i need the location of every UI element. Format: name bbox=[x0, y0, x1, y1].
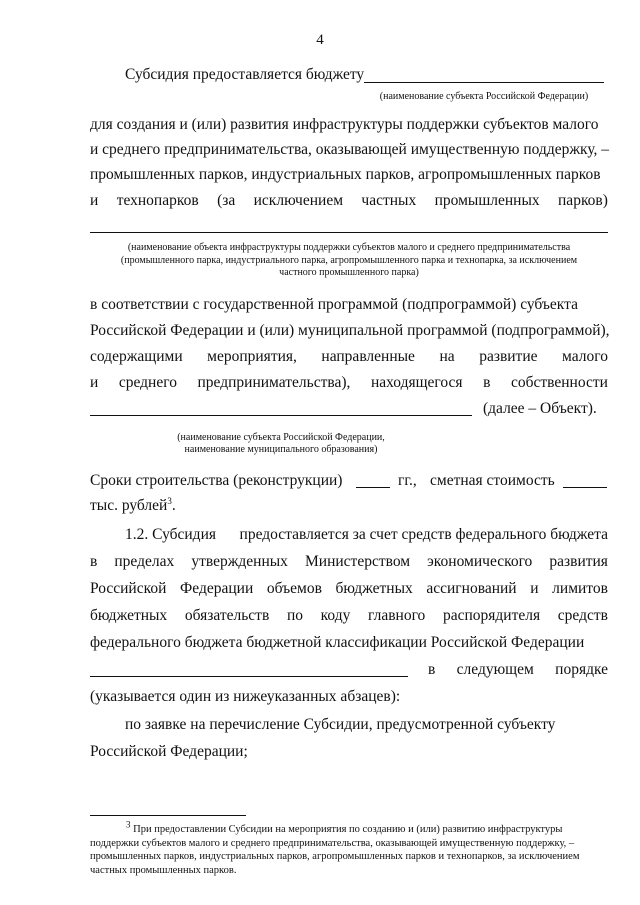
p5-line1: по заявке на перечисление Субсидии, предусмотренной субъекту bbox=[125, 716, 556, 733]
p2-tail: (далее – Объект). bbox=[483, 400, 597, 417]
footnote-separator bbox=[90, 815, 246, 816]
caption-object-line1: (наименование объекта инфраструктуры поддержки субъектов малого и среднего предпринимательства bbox=[127, 242, 571, 253]
caption-subject-name: (наименование субъекта Российской Федерации) bbox=[379, 91, 589, 102]
blank-years bbox=[356, 487, 390, 488]
blank-owner-name bbox=[90, 415, 472, 416]
subsidy-intro: Субсидия предоставляется бюджету bbox=[125, 66, 365, 83]
caption-owner-line2: наименование муниципального образования) bbox=[184, 444, 378, 455]
footnote-marker: 3 bbox=[126, 819, 131, 830]
p4-line1: 1.2. Субсидия предоставляется за счет средств федерального бюджета bbox=[125, 526, 608, 543]
p2-line3: содержащими мероприятия, направленные на развитие малого bbox=[90, 348, 608, 365]
caption-object-line3: частного промышленного парка) bbox=[279, 267, 419, 278]
blank-budget-code bbox=[90, 676, 408, 677]
p4-line5: федерального бюджета бюджетной классификации Российской Федерации bbox=[90, 634, 585, 651]
p1-line1: для создания и (или) развития инфраструктуры поддержки субъектов малого bbox=[90, 116, 599, 133]
p2-line1: в соответствии с государственной программой (подпрограммой) субъекта bbox=[90, 296, 578, 313]
footnote-line2: поддержки субъектов малого и среднего предпринимательства, оказывающей имущественную поддержку, – bbox=[90, 837, 575, 849]
p1-line2: и среднего предпринимательства, оказывающей имущественную поддержку, – bbox=[90, 141, 610, 158]
p1-line3: промышленных парков, индустриальных парков, агропромышленных парков bbox=[90, 166, 601, 183]
p4-line2: в пределах утвержденных Министерством экономического развития bbox=[90, 553, 608, 570]
p5-line2: Российской Федерации; bbox=[90, 743, 248, 760]
page-number: 4 bbox=[316, 32, 324, 48]
blank-object-name bbox=[90, 232, 608, 233]
p4-line6: в следующем порядке bbox=[428, 661, 608, 678]
caption-object-line2: (промышленного парка, индустриального парка, агропромышленного парка и технопарка, за исключением bbox=[120, 255, 578, 266]
footnote-reference[interactable]: 3 bbox=[167, 495, 172, 506]
caption-owner-line1: (наименование субъекта Российской Федерации, bbox=[177, 432, 385, 443]
p4-line4: бюджетных обязательств по коду главного распорядителя средств bbox=[90, 607, 608, 624]
p1-line4: и технопарков (за исключением частных промышленных парков) bbox=[90, 192, 608, 209]
blank-subject-name bbox=[364, 82, 604, 83]
footnote-line4: частных промышленных парков. bbox=[90, 864, 237, 876]
thousand-rubles: тыс. рублей$^3$. bbox=[90, 495, 176, 514]
p4-line7: (указывается один из нижеуказанных абзацев): bbox=[90, 688, 401, 705]
p2-line4: и среднего предпринимательства), находящегося в собственности bbox=[90, 374, 608, 391]
years-label: гг., bbox=[398, 472, 417, 489]
footnote-line1: $^3$ При предоставлении Субсидии на мероприятия по созданию и (или) развитию инфраструктуры bbox=[126, 819, 563, 835]
footnote bbox=[90, 819, 608, 877]
blank-cost bbox=[563, 487, 607, 488]
footnote-line3: промышленных парков, индустриальных парков, агропромышленных парков и технопарков, за исключением bbox=[90, 851, 580, 862]
p2-line2: Российской Федерации и (или) муниципальной программой (подпрограммой), bbox=[90, 322, 610, 339]
p4-line3: Российской Федерации объемов бюджетных ассигнований и лимитов bbox=[90, 580, 608, 597]
construction-terms-label: Сроки строительства (реконструкции) bbox=[90, 472, 343, 489]
estimated-cost-label: сметная стоимость bbox=[430, 472, 555, 489]
